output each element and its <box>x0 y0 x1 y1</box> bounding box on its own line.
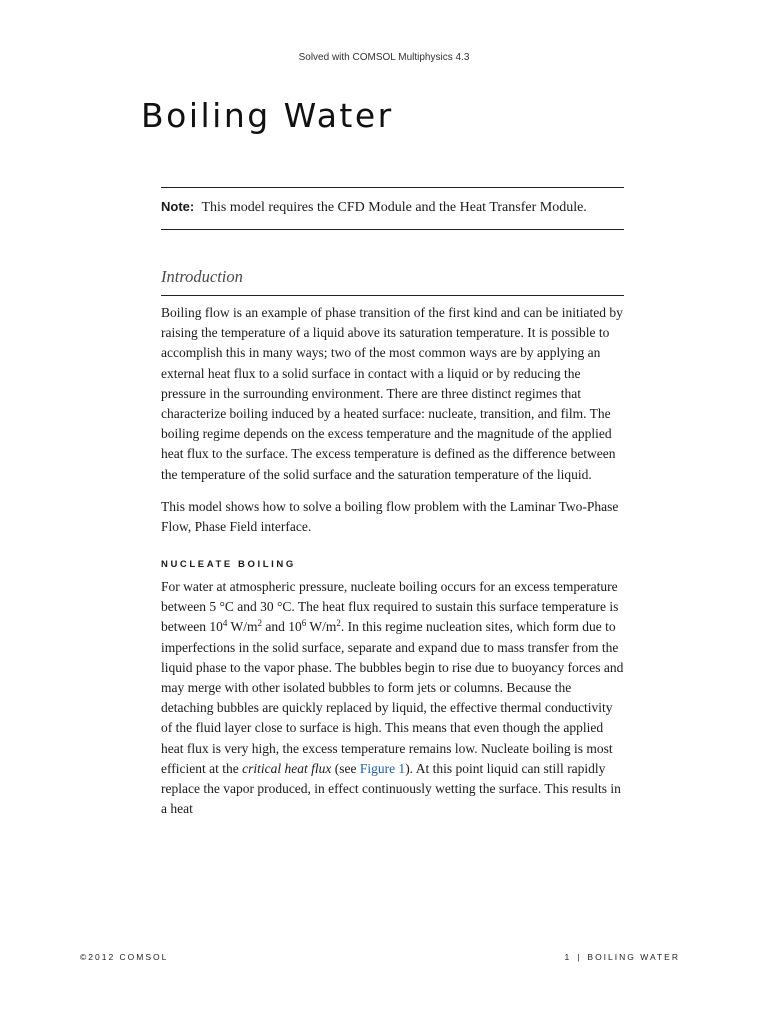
section-heading-introduction: Introduction <box>161 267 243 286</box>
note-box <box>161 197 624 218</box>
note-top-rule <box>161 187 624 188</box>
intro-paragraph-2: This model shows how to solve a boiling flow problem with the Laminar Two-Phase Flow, Phase Field interface. <box>161 499 619 535</box>
critical-heat-flux-term: critical heat flux <box>242 760 332 776</box>
page-number: 1 <box>564 952 572 962</box>
figure-1-link[interactable]: Figure 1 <box>359 760 406 776</box>
note-text: This model requires the CFD Module and the Heat Transfer Module. <box>201 200 587 215</box>
section-rule <box>161 295 624 296</box>
footer-copyright: ©2012 COMSOL <box>80 952 169 962</box>
note-bottom-rule <box>161 229 624 230</box>
footer-page-info <box>564 952 680 962</box>
running-header: Solved with COMSOL Multiphysics 4.3 <box>298 52 470 63</box>
footer-running-title: BOILING WATER <box>587 952 680 962</box>
nucleate-paragraph: For water at atmospheric pressure, nucleate boiling occurs for an excess temperature between 5 °C and 30 °C. The heat flux required to sustain this surface temperature is between $10^4$ $W/m^2$ and $10^6$ $W/m^2$. In this regime nucleation sites, which form due to imperfections in the solid surface, separate and expand due to mass transfer from the liquid phase to the vapor phase. The bubbles begin to rise due to buoyancy forces and may merge with other isolated bubbles to form jets or columns. Because the detaching bubbles are quickly replaced by liquid, the effective thermal conductivity of the fluid layer close to surface is high. This means that even though the applied heat flux is very high, the excess temperature remains low. Nucleate boiling is most efficient at the critical heat flux (see Figure 1). At this point liquid can still rapidly replace the vapor produced, in effect continuously wetting the surface. This results in a heat <box>161 579 624 817</box>
subheading-nucleate-boiling: NUCLEATE BOILING <box>161 559 296 570</box>
page-title: Boiling Water <box>141 96 394 135</box>
footer-separator: | <box>577 952 582 962</box>
intro-paragraph-1: Boiling flow is an example of phase transition of the first kind and can be initiated by raising the temperature of a liquid above its saturation temperature. It is possible to accomplish this in many ways; two of the most common ways are by applying an external heat flux to a solid surface in contact with a liquid or by reducing the pressure in the surrounding environment. There are three distinct regimes that characterize boiling induced by a heated surface: nucleate, transition, and film. The boiling regime depends on the excess temperature and the magnitude of the applied heat flux to the surface. The excess temperature is defined as the difference between the temperature of the solid surface and the saturation temperature of the liquid. <box>161 305 623 482</box>
note-label: Note: <box>161 199 195 214</box>
